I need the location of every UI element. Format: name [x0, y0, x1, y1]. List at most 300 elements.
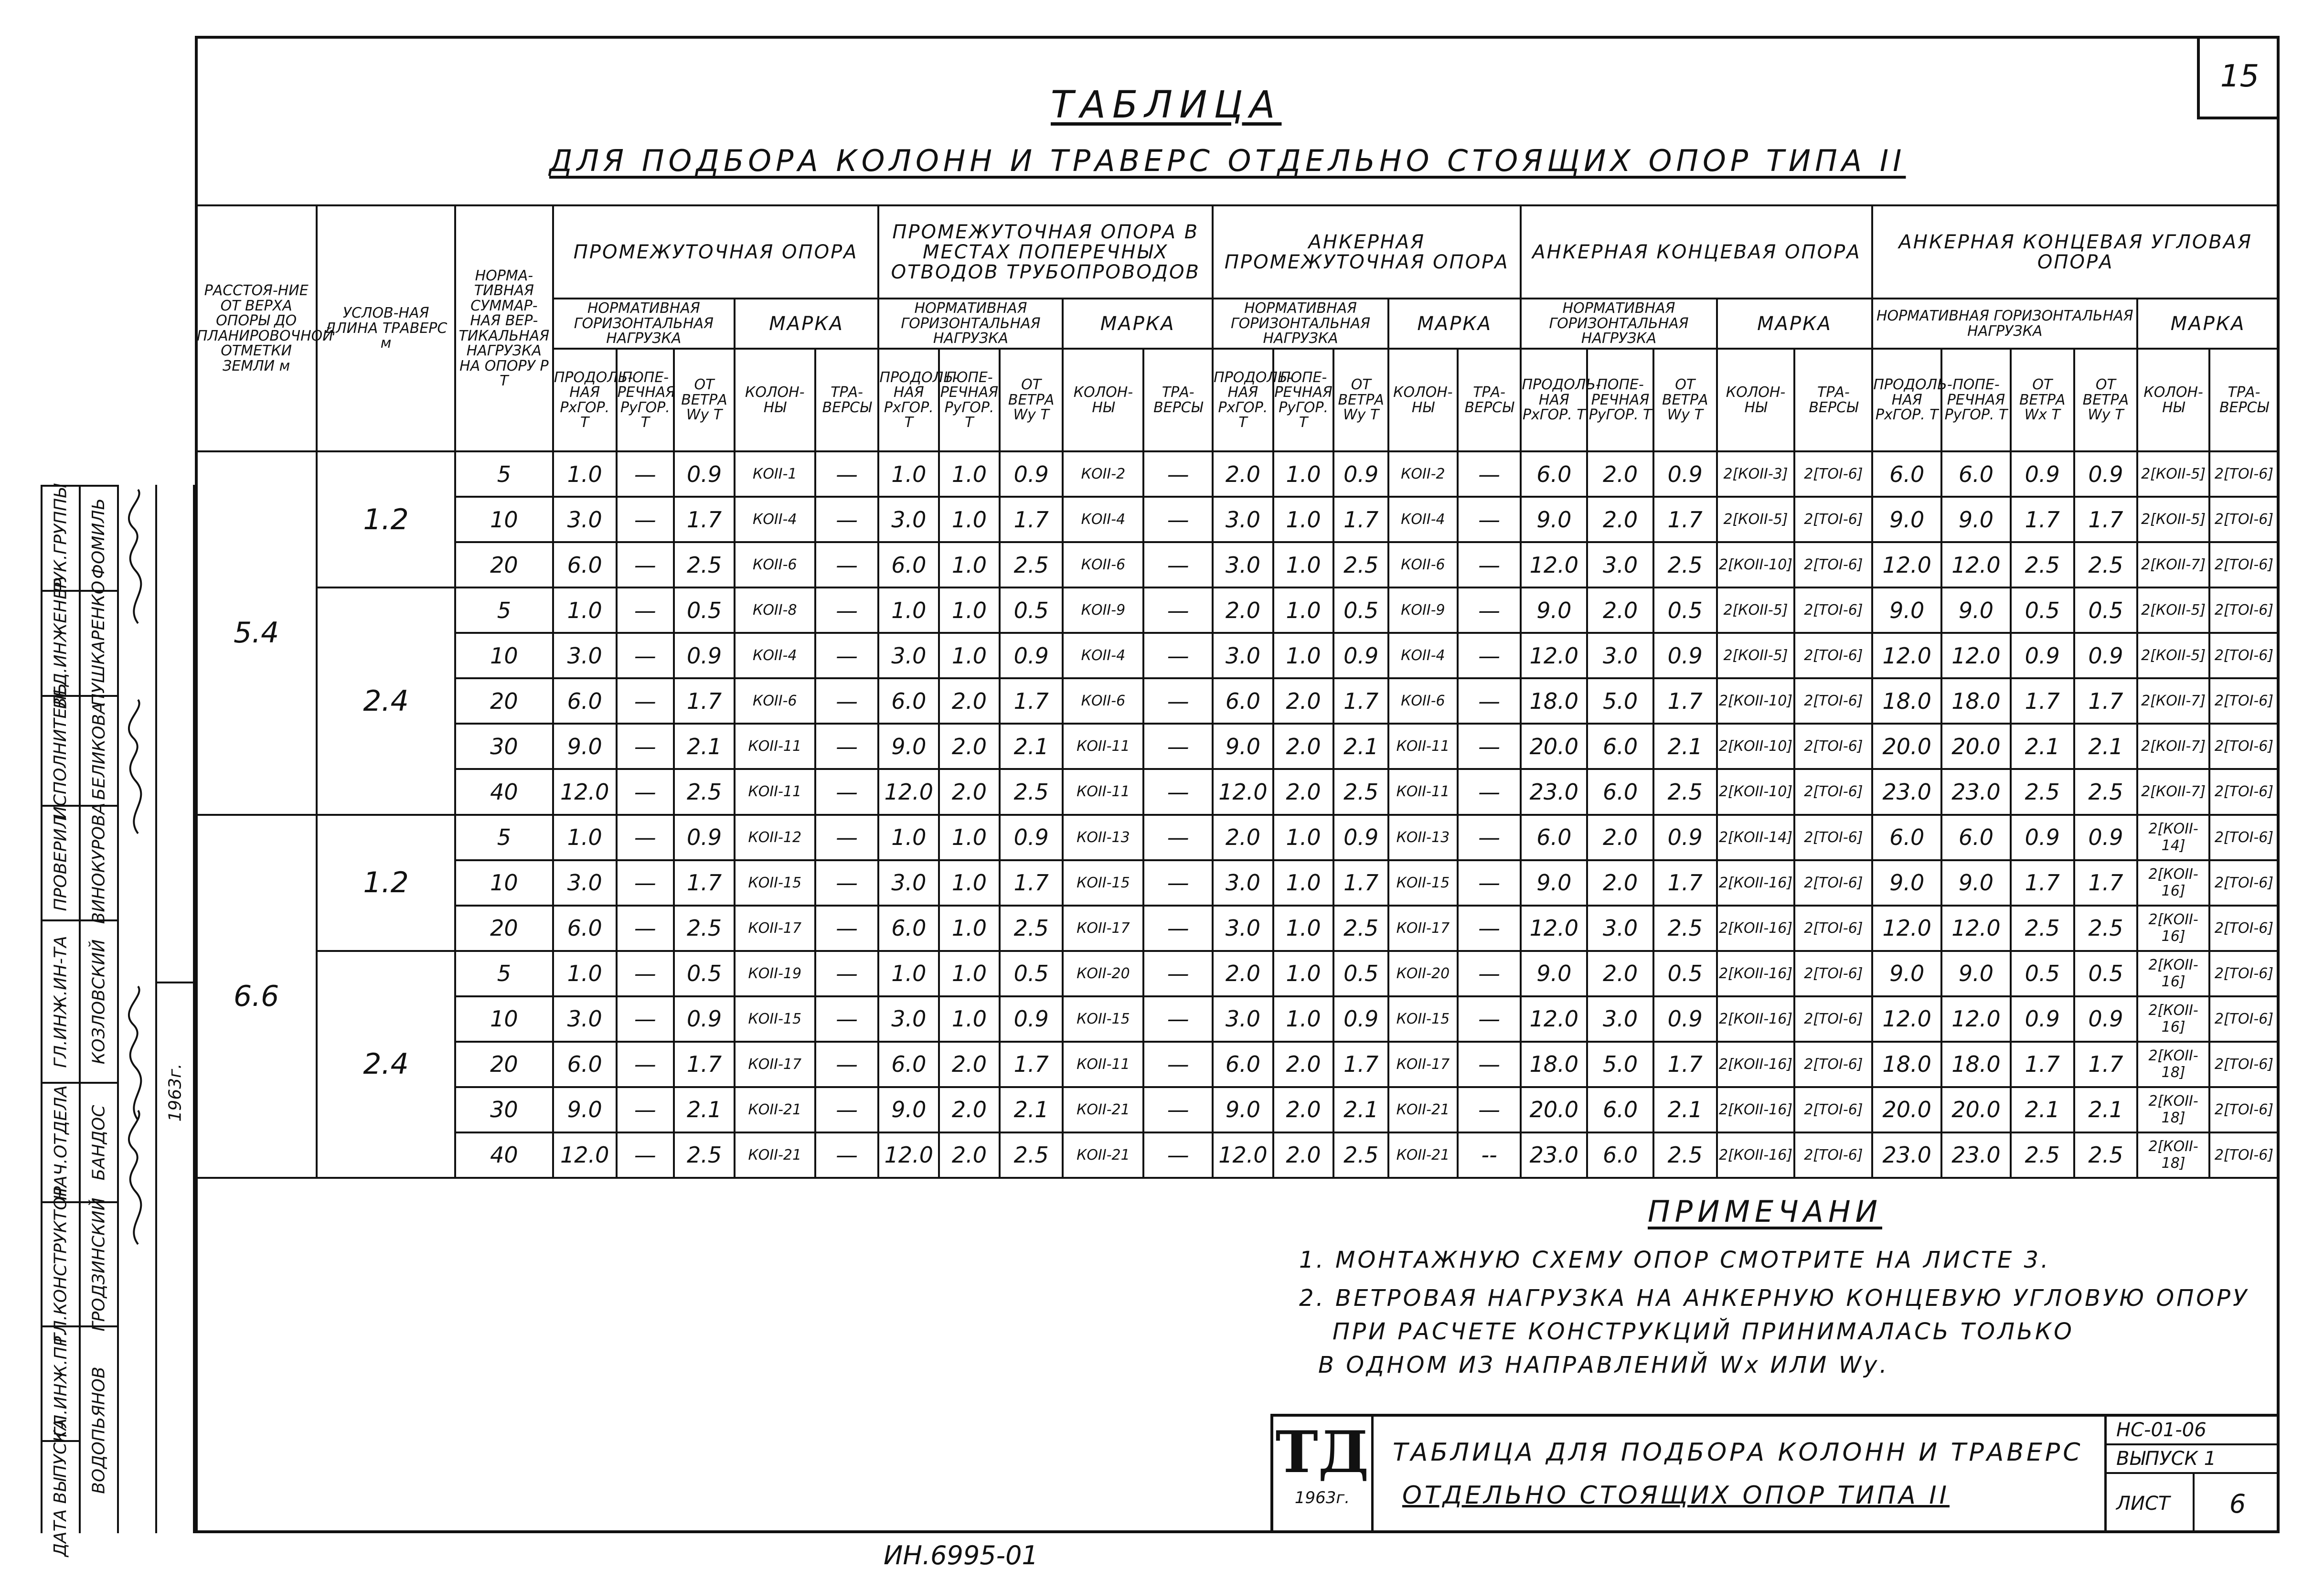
table-cell: 18.0: [1941, 1042, 2011, 1087]
table-cell: —: [1458, 497, 1521, 542]
table-cell: КОII-17: [1388, 906, 1458, 951]
sidebar-text: ГЛ.ИНЖ.ИН-ТА: [51, 935, 71, 1068]
issue-number: ВЫПУСК 1: [2107, 1445, 2280, 1474]
table-cell: 1.0: [939, 951, 1000, 996]
table-cell: —: [617, 996, 674, 1042]
table-cell: КОII-21: [735, 1132, 815, 1178]
table-cell: 2.5: [1653, 906, 1717, 951]
table-cell: 5: [455, 815, 553, 860]
sidebar-cell: [81, 1325, 117, 1533]
group-anchor-end: АНКЕРНАЯ КОНЦЕВАЯ ОПОРА: [1521, 205, 1872, 299]
table-cell: 2[ТОI-6]: [1794, 769, 1872, 814]
table-cell: 2.1: [674, 1087, 735, 1132]
table-cell: 1.0: [878, 587, 939, 633]
table-cell: —: [1143, 906, 1213, 951]
table-cell: 1.0: [939, 542, 1000, 587]
table-cell: 6.0: [878, 542, 939, 587]
table-cell: 2[ТОI-6]: [1794, 860, 1872, 906]
table-cell: 2[ТОI-6]: [1794, 633, 1872, 678]
table-cell: 1.0: [1273, 587, 1334, 633]
table-cell: 2[ТОI-6]: [1794, 724, 1872, 769]
table-cell: 3.0: [553, 633, 617, 678]
table-cell: —: [815, 769, 879, 814]
table-cell: 18.0: [1872, 1042, 1941, 1087]
table-cell: —: [1143, 1087, 1213, 1132]
sidebar-text: БЕЛИКОВА: [89, 702, 109, 800]
table-cell: 2[КОII-7]: [2137, 724, 2209, 769]
table-cell: 6.0: [1521, 451, 1587, 497]
header-span: УСЛОВ-НАЯ ДЛИНА ТРАВЕРС м: [317, 205, 455, 451]
table-cell: 2[КОII-18]: [2137, 1042, 2209, 1087]
table-cell: 0.5: [674, 587, 735, 633]
table-cell: 1.7: [1333, 1042, 1388, 1087]
table-cell: 20.0: [1521, 724, 1587, 769]
table-cell: 1.0: [878, 451, 939, 497]
sidebar-text: ВОДОПЬЯНОВ: [89, 1367, 109, 1494]
table-cell: 1.0: [939, 906, 1000, 951]
table-cell: 2.1: [2074, 1087, 2138, 1132]
table-cell: —: [1458, 1042, 1521, 1087]
table-cell: КОII-15: [1388, 996, 1458, 1042]
header-distance: РАССТОЯ-НИЕ ОТ ВЕРХА ОПОРЫ ДО ПЛАНИРОВОЧНОЙ ОТМЕТКИ ЗЕМЛИ м: [196, 205, 317, 451]
table-cell: 12.0: [1521, 542, 1587, 587]
logo-text: ТД: [1275, 1419, 1369, 1486]
sidebar-text: ФОМИЛЬ: [89, 498, 109, 579]
table-cell: —: [815, 497, 879, 542]
table-cell: 9.0: [1872, 951, 1941, 996]
table-cell: —: [617, 1087, 674, 1132]
table-cell: 3.0: [1213, 497, 1273, 542]
note-1: 1. МОНТАЖНУЮ СХЕМУ ОПОР СМОТРИТЕ НА ЛИСТЕ 3.: [1299, 1247, 2051, 1273]
table-cell: 2.5: [2011, 1132, 2074, 1178]
table-cell: 3.0: [1587, 996, 1653, 1042]
table-cell: —: [815, 678, 879, 724]
subheader-long: ПРОДОЛЬ-НАЯ PхГОР. Т: [553, 349, 617, 451]
table-cell: 12.0: [553, 1132, 617, 1178]
sidebar-cell: [43, 1186, 79, 1343]
titleblock-title: [1393, 1431, 2083, 1517]
table-cell: 2.0: [1587, 497, 1653, 542]
table-cell: 9.0: [1941, 860, 2011, 906]
table-cell: 1.0: [1273, 996, 1334, 1042]
table-cell: 2[КОII-7]: [2137, 769, 2209, 814]
sheet-label: ЛИСТ: [2116, 1493, 2170, 1515]
table-cell: 1.7: [1653, 1042, 1717, 1087]
table-cell: КОII-9: [1388, 587, 1458, 633]
table-cell: 9.0: [1872, 860, 1941, 906]
mark-header: МАРКА: [1717, 299, 1873, 349]
table-cell: 1.7: [2074, 1042, 2138, 1087]
table-cell: 1.7: [1000, 497, 1063, 542]
table-cell: 0.5: [1333, 951, 1388, 996]
table-cell: 9.0: [878, 1087, 939, 1132]
table-cell: 1.0: [939, 451, 1000, 497]
subheader-traverses: ТРА-ВЕРСЫ: [1458, 349, 1521, 451]
table-cell: КОII-21: [1063, 1132, 1143, 1178]
table-cell: 3.0: [553, 860, 617, 906]
table-cell: --: [1458, 1132, 1521, 1178]
table-cell: —: [815, 860, 879, 906]
table-cell: 2.0: [939, 1087, 1000, 1132]
table-cell: 1.0: [939, 860, 1000, 906]
table-cell: 23.0: [1521, 1132, 1587, 1178]
table-cell: 1.7: [674, 1042, 735, 1087]
table-cell: —: [1143, 633, 1213, 678]
table-cell: КОII-2: [1388, 451, 1458, 497]
table-cell: 0.9: [2011, 996, 2074, 1042]
table-cell: 12.0: [1872, 633, 1941, 678]
sidebar-text: ВИНОКУРОВА: [89, 802, 109, 924]
table-cell: —: [1458, 815, 1521, 860]
sidebar-text: РУК.ГРУППЫ: [51, 484, 71, 593]
table-cell: 2.0: [939, 678, 1000, 724]
table-cell: —: [617, 1132, 674, 1178]
table-cell: —: [1143, 951, 1213, 996]
table-cell: 0.5: [1653, 951, 1717, 996]
table-cell: 20.0: [1941, 1087, 2011, 1132]
sidebar-cell: [43, 484, 79, 593]
table-cell: 5: [455, 451, 553, 497]
table-cell: 12.0: [878, 1132, 939, 1178]
table-cell: 0.9: [674, 815, 735, 860]
table-cell: КОII-15: [1063, 860, 1143, 906]
norm-load-header: НОРМАТИВНАЯ ГОРИЗОНТАЛЬНАЯ НАГРУЗКА: [553, 299, 735, 349]
table-cell: 0.9: [1653, 815, 1717, 860]
table-cell: КОII-21: [1063, 1087, 1143, 1132]
table-cell: 2[ТОI-6]: [1794, 906, 1872, 951]
table-cell: 0.5: [674, 951, 735, 996]
signature: [119, 1106, 157, 1249]
sidebar-cell: [43, 1082, 79, 1201]
table-cell: 20: [455, 906, 553, 951]
table-cell: КОII-11: [735, 769, 815, 814]
table-cell: 1.0: [1273, 815, 1334, 860]
table-cell: —: [617, 860, 674, 906]
table-cell: 23.0: [1941, 769, 2011, 814]
sidebar-text: ПУШКАРЕНКО: [89, 580, 109, 706]
table-cell: 9.0: [1872, 497, 1941, 542]
sidebar-text: БАНДОС: [89, 1105, 109, 1180]
table-cell: КОII-6: [1063, 678, 1143, 724]
table-cell: КОII-9: [1063, 587, 1143, 633]
table-cell: 5: [455, 951, 553, 996]
table-cell: 2.0: [939, 1042, 1000, 1087]
table-cell: 1.0: [553, 815, 617, 860]
sheet-value: 6: [2193, 1474, 2281, 1533]
table-row: [196, 633, 2279, 678]
table-cell: 2[ТОI-6]: [2209, 1042, 2279, 1087]
table-cell: 23.0: [1872, 769, 1941, 814]
table-cell: 2[КОII-3]: [1717, 451, 1795, 497]
table-cell: 2.0: [1213, 451, 1273, 497]
sidebar-text: НАЧ.ОТДЕЛА: [51, 1085, 71, 1200]
table-cell: КОII-15: [735, 860, 815, 906]
table-cell: 9.0: [1941, 951, 2011, 996]
page-title: ТАБЛИЦА: [1051, 84, 1282, 127]
table-cell: 6.0: [1872, 815, 1941, 860]
table-cell: 0.5: [1000, 951, 1063, 996]
table-cell: 1.0: [1273, 906, 1334, 951]
subheader-trans: ПОПЕ-РЕЧНАЯ PуГОР. Т: [617, 349, 674, 451]
table-cell: 2[ТОI-6]: [2209, 497, 2279, 542]
selection-table: [195, 204, 2280, 1179]
table-cell: 3.0: [878, 860, 939, 906]
table-cell: 0.9: [1333, 996, 1388, 1042]
table-cell: 20: [455, 1042, 553, 1087]
table-cell: 2[КОII-16]: [2137, 996, 2209, 1042]
table-cell: 2[ТОI-6]: [1794, 951, 1872, 996]
approval-sidebar: [41, 484, 195, 1557]
subheader-columns: КОЛОН-НЫ: [2137, 349, 2209, 451]
table-cell: 2[ТОI-6]: [1794, 542, 1872, 587]
table-cell: 1.7: [1000, 678, 1063, 724]
table-cell: 2.5: [1333, 542, 1388, 587]
table-cell: 12.0: [1213, 1132, 1273, 1178]
table-cell: 3.0: [1587, 542, 1653, 587]
table-cell: —: [617, 1042, 674, 1087]
table-cell: 2.0: [1587, 860, 1653, 906]
table-cell: 2.5: [1653, 542, 1717, 587]
table-cell: 2[ТОI-6]: [2209, 542, 2279, 587]
subheader-wind_y: ОТ ВЕТРА Wу Т: [1000, 349, 1063, 451]
table-cell: —: [617, 769, 674, 814]
table-cell: 2[ТОI-6]: [1794, 1132, 1872, 1178]
table-cell: 9.0: [1213, 1087, 1273, 1132]
subheader-columns: КОЛОН-НЫ: [1063, 349, 1143, 451]
table-cell: 3.0: [878, 497, 939, 542]
table-cell: —: [1458, 724, 1521, 769]
table-cell: —: [617, 951, 674, 996]
sidebar-cell: [81, 695, 117, 805]
table-cell: 10: [455, 497, 553, 542]
subheader-wind_x: ОТ ВЕТРА Wх Т: [2011, 349, 2074, 451]
table-cell: 2[ТОI-6]: [1794, 815, 1872, 860]
sidebar-cell: [43, 805, 79, 919]
table-cell: 2.0: [1587, 951, 1653, 996]
table-cell: —: [1143, 587, 1213, 633]
table-row: [196, 906, 2279, 951]
table-cell: —: [1458, 633, 1521, 678]
subheader-long: ПРОДОЛЬ-НАЯ PхГОР. Т: [1521, 349, 1587, 451]
table-cell: 0.9: [1000, 633, 1063, 678]
table-cell: 2.0: [1587, 587, 1653, 633]
table-cell: 2[ТОI-6]: [2209, 633, 2279, 678]
table-cell: 0.5: [1000, 587, 1063, 633]
table-cell: —: [1458, 587, 1521, 633]
signature: [119, 695, 157, 838]
table-cell: —: [1143, 678, 1213, 724]
sidebar-cell: [43, 683, 79, 819]
table-cell: 2[ТОI-6]: [1794, 678, 1872, 724]
table-cell: —: [1143, 860, 1213, 906]
release-date-text: 1963г.: [165, 1063, 185, 1121]
page-subtitle: ДЛЯ ПОДБОРА КОЛОНН И ТРАВЕРС ОТДЕЛЬНО СТОЯЩИХ ОПОР ТИПА II: [549, 143, 1906, 178]
table-cell: КОII-8: [735, 587, 815, 633]
group-intermediate: ПРОМЕЖУТОЧНАЯ ОПОРА: [553, 205, 879, 299]
sidebar-cell: [81, 1082, 117, 1201]
table-cell: 1.7: [1653, 678, 1717, 724]
table-cell: 9.0: [553, 1087, 617, 1132]
table-cell: —: [1458, 769, 1521, 814]
table-cell: 1.0: [939, 587, 1000, 633]
table-cell: 10: [455, 633, 553, 678]
table-cell: 9.0: [1521, 587, 1587, 633]
inventory-number: ИН.6995-01: [884, 1540, 1038, 1570]
table-cell: 2[ТОI-6]: [2209, 1087, 2279, 1132]
table-cell: 0.9: [2074, 815, 2138, 860]
table-cell: 0.5: [2011, 587, 2074, 633]
table-cell: 6.0: [878, 1042, 939, 1087]
table-cell: 20.0: [1872, 1087, 1941, 1132]
table-cell: КОII-17: [735, 1042, 815, 1087]
table-cell: 2.0: [1273, 1132, 1334, 1178]
table-cell: 6.0: [553, 542, 617, 587]
table-cell: 5: [455, 587, 553, 633]
sidebar-cell: [81, 485, 117, 590]
subheader-wind_y: ОТ ВЕТРА Wу Т: [1333, 349, 1388, 451]
table-cell: 1.7: [2074, 678, 2138, 724]
table-cell: 0.9: [1333, 633, 1388, 678]
table-cell: 30: [455, 1087, 553, 1132]
table-cell: 12.0: [1872, 996, 1941, 1042]
table-cell: КОII-6: [1388, 678, 1458, 724]
table-cell: 3.0: [553, 497, 617, 542]
table-cell: 3.0: [1213, 633, 1273, 678]
table-cell: 2[КОII-16]: [1717, 906, 1795, 951]
table-cell: 18.0: [1521, 1042, 1587, 1087]
table-cell: 0.9: [1000, 815, 1063, 860]
table-cell: 2.5: [2011, 542, 2074, 587]
table-row: [196, 678, 2279, 724]
table-cell: 2[ТОI-6]: [1794, 1087, 1872, 1132]
norm-load-header: НОРМАТИВНАЯ ГОРИЗОНТАЛЬНАЯ НАГРУЗКА: [1213, 299, 1388, 349]
table-cell: —: [617, 678, 674, 724]
table-cell: 2[КОII-5]: [2137, 451, 2209, 497]
table-cell: 12.0: [1521, 633, 1587, 678]
table-cell: 2[КОII-5]: [2137, 497, 2209, 542]
group-anchor-end-corner: АНКЕРНАЯ КОНЦЕВАЯ УГЛОВАЯ ОПОРА: [1872, 205, 2279, 299]
table-cell: 2[ТОI-6]: [2209, 678, 2279, 724]
table-cell: 6.0: [878, 906, 939, 951]
table-cell: 0.9: [2074, 633, 2138, 678]
table-cell: 0.5: [1653, 587, 1717, 633]
table-row: [196, 769, 2279, 814]
table-cell: 0.9: [674, 633, 735, 678]
table-cell: —: [815, 542, 879, 587]
table-cell: 2.1: [1000, 724, 1063, 769]
table-cell: 2[КОII-10]: [1717, 542, 1795, 587]
table-cell: 1.0: [1273, 451, 1334, 497]
subheader-traverses: ТРА-ВЕРСЫ: [815, 349, 879, 451]
table-cell: 1.7: [674, 860, 735, 906]
subheader-trans: ПОПЕ-РЕЧНАЯ PуГОР. Т: [1941, 349, 2011, 451]
table-cell: —: [815, 951, 879, 996]
table-cell: 9.0: [1941, 587, 2011, 633]
table-cell: —: [815, 633, 879, 678]
table-cell: —: [1143, 542, 1213, 587]
table-cell: —: [815, 1132, 879, 1178]
group-intermediate-branch: ПРОМЕЖУТОЧНАЯ ОПОРА В МЕСТАХ ПОПЕРЕЧНЫХ ОТВОДОВ ТРУБОПРОВОДОВ: [878, 205, 1213, 299]
sidebar-text: ИСПОЛНИТЕЛЬ: [51, 683, 71, 819]
table-cell: КОII-13: [1063, 815, 1143, 860]
org-logo: [1273, 1417, 1374, 1533]
table-cell: 2[КОII-7]: [2137, 678, 2209, 724]
table-cell: —: [1143, 1132, 1213, 1178]
sheet-row: [2107, 1474, 2280, 1533]
table-cell: КОII-19: [735, 951, 815, 996]
table-cell: —: [1458, 951, 1521, 996]
norm-load-header: НОРМАТИВНАЯ ГОРИЗОНТАЛЬНАЯ НАГРУЗКА: [1872, 299, 2137, 349]
table-cell: 2[КОII-18]: [2137, 1132, 2209, 1178]
table-row: [196, 815, 2279, 860]
table-cell: 2.5: [2011, 906, 2074, 951]
table-row: [196, 860, 2279, 906]
table-cell: —: [815, 587, 879, 633]
table-cell: 0.9: [1653, 633, 1717, 678]
table-cell: —: [617, 815, 674, 860]
subheader-columns: КОЛОН-НЫ: [1388, 349, 1458, 451]
table-cell: 2.1: [1000, 1087, 1063, 1132]
table-cell: 1.0: [1273, 542, 1334, 587]
table-cell: —: [815, 724, 879, 769]
table-cell: КОII-20: [1388, 951, 1458, 996]
table-cell: 9.0: [1941, 497, 2011, 542]
table-cell: 2.5: [1653, 769, 1717, 814]
table-cell: 1.0: [1273, 951, 1334, 996]
table-cell: 0.9: [2011, 633, 2074, 678]
table-cell: 6.0: [1521, 815, 1587, 860]
table-cell: —: [815, 1042, 879, 1087]
mark-header: МАРКА: [2137, 299, 2279, 349]
table-cell: 3.0: [878, 633, 939, 678]
table-cell: 2[КОII-16]: [2137, 906, 2209, 951]
table-cell: 2.1: [1333, 724, 1388, 769]
table-cell: КОII-1: [735, 451, 815, 497]
sidebar-cell: [81, 919, 117, 1082]
table-cell: 2[КОII-16]: [1717, 860, 1795, 906]
table-cell: 2.1: [2011, 1087, 2074, 1132]
table-cell: 2[ТОI-6]: [1794, 497, 1872, 542]
table-cell: 2[ТОI-6]: [2209, 451, 2279, 497]
table-cell: 2[КОII-5]: [2137, 587, 2209, 633]
table-cell: КОII-17: [1063, 906, 1143, 951]
table-cell: 1.7: [1333, 497, 1388, 542]
table-cell: 9.0: [1213, 724, 1273, 769]
table-cell: КОII-12: [735, 815, 815, 860]
table-cell: 20: [455, 678, 553, 724]
subheader-trans: ПОПЕ-РЕЧНАЯ PуГОР. Т: [1273, 349, 1334, 451]
table-cell: 2[КОII-16]: [1717, 951, 1795, 996]
subheader-wind_y: ОТ ВЕТРА Wу Т: [2074, 349, 2138, 451]
table-cell: 1.0: [939, 996, 1000, 1042]
table-cell: 12.0: [1941, 996, 2011, 1042]
table-cell: 9.0: [553, 724, 617, 769]
table-cell: 2.0: [1587, 451, 1653, 497]
table-cell: 1.0: [939, 633, 1000, 678]
table-cell: 23.0: [1941, 1132, 2011, 1178]
table-cell: КОII-11: [1063, 1042, 1143, 1087]
sidebar-text: ДАТА ВЫПУСКА: [51, 1418, 71, 1557]
table-cell: 0.9: [2074, 996, 2138, 1042]
table-cell: 5.0: [1587, 678, 1653, 724]
table-cell: 6.0: [1587, 724, 1653, 769]
table-cell: —: [617, 542, 674, 587]
table-cell: 2.0: [1587, 815, 1653, 860]
table-cell: 1.7: [2011, 497, 2074, 542]
table-cell: 6.0: [553, 1042, 617, 1087]
table-cell: КОII-11: [1388, 769, 1458, 814]
table-cell: 5.0: [1587, 1042, 1653, 1087]
